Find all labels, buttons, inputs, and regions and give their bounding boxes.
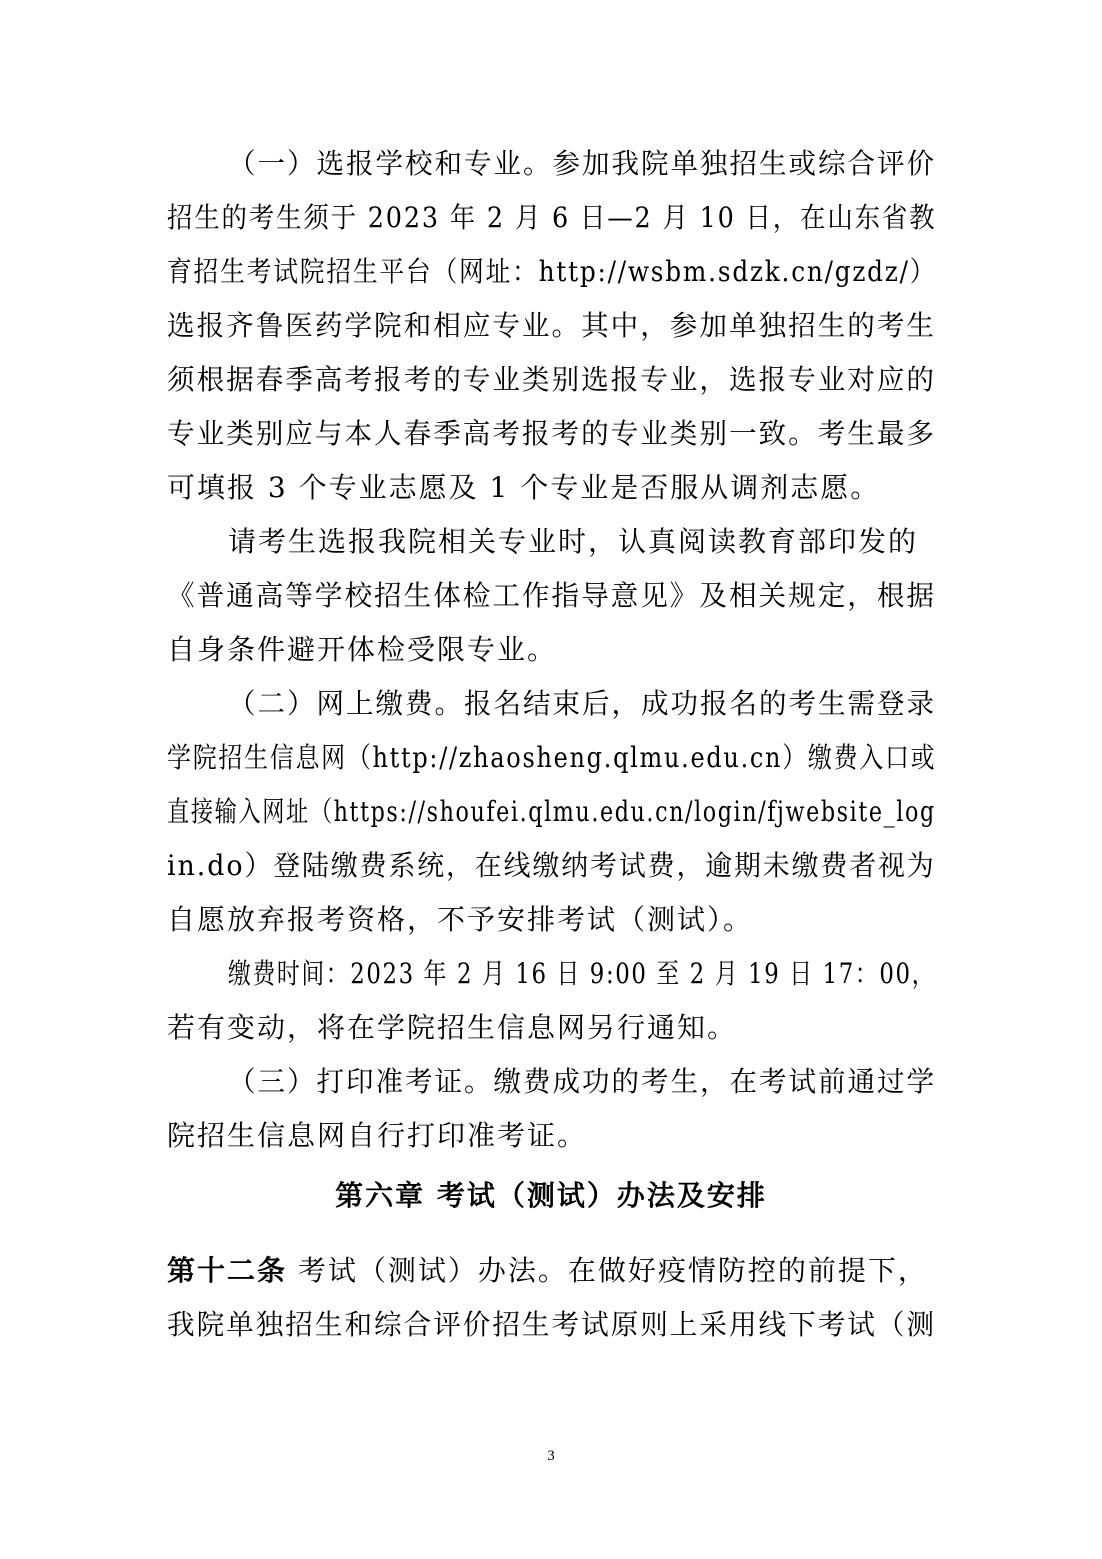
paragraph-line: 《普通高等学校招生体检工作指导意见》及相关规定，根据: [167, 579, 937, 612]
paragraph-line: 育招生考试院招生平台（网址：http://wsbm.sdzk.cn/gzdz/）: [167, 255, 937, 288]
paragraph-line: 须根据春季高考报考的专业类别选报专业，选报专业对应的: [167, 363, 937, 396]
paragraph-line: 招生的考生须于 2023 年 2 月 6 日—2 月 10 日，在山东省教: [167, 201, 937, 234]
paragraph-line: 院招生信息网自行打印准考证。: [167, 1119, 588, 1152]
paragraph-line: 自愿放弃报考资格，不予安排考试（测试）。: [167, 903, 754, 936]
article-first-line: [167, 1251, 928, 1291]
paragraph-line: 可填报 3 个专业志愿及 1 个专业是否服从调剂志愿。: [167, 471, 881, 504]
paragraph-line: in.do）登陆缴费系统，在线缴纳考试费，逾期未缴费者视为: [167, 849, 936, 882]
paragraph-line: 直接输入网址（https://shoufei.qlmu.edu.cn/login/fjwebsite_log: [167, 795, 936, 828]
paragraph-line: （二）网上缴费。报名结束后，成功报名的考生需登录: [228, 687, 936, 720]
paragraph-line: 专业类别应与本人春季高考报考的专业类别一致。考生最多: [167, 417, 937, 450]
chapter-heading: 第六章 考试（测试）办法及安排: [335, 1179, 767, 1212]
paragraph-line: 学院招生信息网（http://zhaosheng.qlmu.edu.cn）缴费入口或: [167, 741, 937, 774]
article-label: 第十二条: [167, 1254, 288, 1287]
paragraph-line: （三）打印准考证。缴费成功的考生，在考试前通过学: [228, 1065, 936, 1098]
paragraph-line: 请考生选报我院相关专业时，认真阅读教育部印发的: [228, 525, 919, 558]
paragraph-line: 自身条件避开体检受限专业。: [167, 633, 558, 666]
paragraph-line: 缴费时间：2023 年 2 月 16 日 9:00 至 2 月 19 日 17：00，: [228, 957, 937, 990]
paragraph-line: 我院单独招生和综合评价招生考试原则上采用线下考试（测: [167, 1308, 937, 1341]
paragraph-line: 选报齐鲁医药学院和相应专业。其中，参加单独招生的考生: [167, 309, 937, 342]
page-number: 3: [547, 1448, 555, 1464]
paragraph-line: （一）选报学校和专业。参加我院单独招生或综合评价: [228, 147, 936, 180]
article-text: 考试（测试）办法。在做好疫情防控的前提下，: [287, 1254, 928, 1287]
paragraph-line: 若有变动，将在学院招生信息网另行通知。: [167, 1011, 738, 1044]
